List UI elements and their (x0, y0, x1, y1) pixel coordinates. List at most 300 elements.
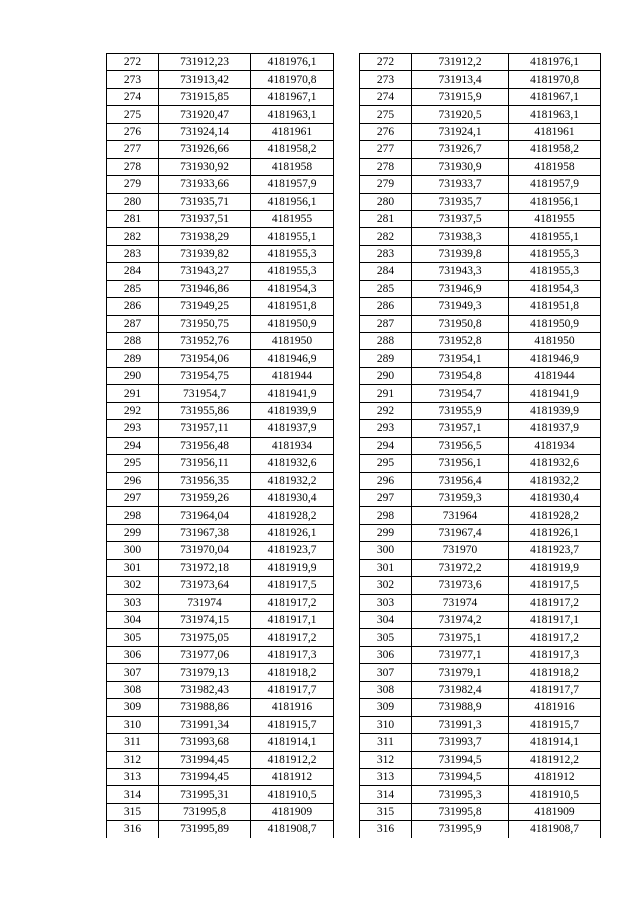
table-row (107, 699, 334, 716)
x-coordinate-cell: 731967,38 (159, 524, 251, 541)
point-number-cell: 275 (360, 106, 412, 123)
x-coordinate-cell: 731974,15 (159, 612, 251, 629)
x-coordinate-cell: 731924,1 (412, 123, 509, 140)
y-coordinate-cell: 4181955,1 (509, 228, 601, 245)
point-number-cell: 296 (360, 472, 412, 489)
y-coordinate-cell: 4181955,3 (251, 245, 334, 262)
point-number-cell: 302 (360, 577, 412, 594)
x-coordinate-cell: 731955,86 (159, 402, 251, 419)
point-number-cell: 312 (360, 751, 412, 768)
y-coordinate-cell: 4181955,3 (509, 245, 601, 262)
y-coordinate-cell: 4181950 (251, 333, 334, 350)
x-coordinate-cell: 731956,48 (159, 437, 251, 454)
point-number-cell: 276 (360, 123, 412, 140)
table-row (107, 559, 334, 576)
x-coordinate-cell: 731943,27 (159, 263, 251, 280)
x-coordinate-cell: 731979,13 (159, 664, 251, 681)
point-number-cell: 315 (360, 803, 412, 820)
point-number-cell: 282 (360, 228, 412, 245)
table-row (360, 193, 601, 210)
table-row (360, 402, 601, 419)
point-number-cell: 275 (107, 106, 159, 123)
point-number-cell: 310 (360, 716, 412, 733)
table-row (360, 437, 601, 454)
x-coordinate-cell: 731995,8 (412, 803, 509, 820)
y-coordinate-cell: 4181958,2 (251, 141, 334, 158)
x-coordinate-cell: 731956,5 (412, 437, 509, 454)
point-number-cell: 283 (360, 245, 412, 262)
point-number-cell: 301 (360, 559, 412, 576)
point-number-cell: 302 (107, 577, 159, 594)
point-number-cell: 278 (107, 158, 159, 175)
y-coordinate-cell: 4181923,7 (509, 542, 601, 559)
table-row (360, 664, 601, 681)
table-row (107, 350, 334, 367)
table-row (360, 350, 601, 367)
table-row (107, 298, 334, 315)
point-number-cell: 285 (107, 280, 159, 297)
point-number-cell: 298 (107, 507, 159, 524)
x-coordinate-cell: 731935,71 (159, 193, 251, 210)
x-coordinate-cell: 731939,8 (412, 245, 509, 262)
x-coordinate-cell: 731977,06 (159, 646, 251, 663)
x-coordinate-cell: 731973,6 (412, 577, 509, 594)
y-coordinate-cell: 4181967,1 (251, 88, 334, 105)
point-number-cell: 280 (107, 193, 159, 210)
y-coordinate-cell: 4181912 (251, 768, 334, 785)
x-coordinate-cell: 731926,7 (412, 141, 509, 158)
y-coordinate-cell: 4181958 (251, 158, 334, 175)
y-coordinate-cell: 4181954,3 (509, 280, 601, 297)
y-coordinate-cell: 4181917,3 (251, 646, 334, 663)
y-coordinate-cell: 4181915,7 (251, 716, 334, 733)
x-coordinate-cell: 731954,06 (159, 350, 251, 367)
x-coordinate-cell: 731991,3 (412, 716, 509, 733)
table-row (360, 420, 601, 437)
x-coordinate-cell: 731915,85 (159, 88, 251, 105)
x-coordinate-cell: 731954,8 (412, 367, 509, 384)
x-coordinate-cell: 731952,8 (412, 333, 509, 350)
point-number-cell: 294 (360, 437, 412, 454)
y-coordinate-cell: 4181915,7 (509, 716, 601, 733)
point-number-cell: 293 (107, 420, 159, 437)
y-coordinate-cell: 4181957,9 (509, 176, 601, 193)
x-coordinate-cell: 731977,1 (412, 646, 509, 663)
table-row (360, 716, 601, 733)
table-row (360, 472, 601, 489)
point-number-cell: 288 (360, 333, 412, 350)
table-row (107, 594, 334, 611)
point-number-cell: 287 (360, 315, 412, 332)
y-coordinate-cell: 4181950,9 (251, 315, 334, 332)
table-row (107, 210, 334, 227)
x-coordinate-cell: 731937,5 (412, 210, 509, 227)
point-number-cell: 309 (107, 699, 159, 716)
point-number-cell: 304 (107, 612, 159, 629)
point-number-cell: 289 (107, 350, 159, 367)
x-coordinate-cell: 731943,3 (412, 263, 509, 280)
y-coordinate-cell: 4181955 (509, 210, 601, 227)
table-row (360, 210, 601, 227)
table-row (107, 751, 334, 768)
x-coordinate-cell: 731913,42 (159, 71, 251, 88)
y-coordinate-cell: 4181955,3 (251, 263, 334, 280)
x-coordinate-cell: 731956,35 (159, 472, 251, 489)
point-number-cell: 296 (107, 472, 159, 489)
x-coordinate-cell: 731939,82 (159, 245, 251, 262)
point-number-cell: 291 (360, 385, 412, 402)
y-coordinate-cell: 4181923,7 (251, 542, 334, 559)
y-coordinate-cell: 4181932,6 (509, 455, 601, 472)
x-coordinate-cell: 731920,47 (159, 106, 251, 123)
x-coordinate-cell: 731993,7 (412, 734, 509, 751)
point-number-cell: 305 (360, 629, 412, 646)
table-row (360, 524, 601, 541)
x-coordinate-cell: 731970,04 (159, 542, 251, 559)
table-row (107, 768, 334, 785)
table-row (107, 472, 334, 489)
point-number-cell: 287 (107, 315, 159, 332)
table-row (107, 385, 334, 402)
x-coordinate-cell: 731972,18 (159, 559, 251, 576)
point-number-cell: 305 (107, 629, 159, 646)
x-coordinate-cell: 731954,7 (412, 385, 509, 402)
point-number-cell: 306 (107, 646, 159, 663)
x-coordinate-cell: 731982,4 (412, 681, 509, 698)
table-row (107, 123, 334, 140)
x-coordinate-cell: 731982,43 (159, 681, 251, 698)
table-row (107, 367, 334, 384)
y-coordinate-cell: 4181951,8 (509, 298, 601, 315)
y-coordinate-cell: 4181961 (509, 123, 601, 140)
table-row (360, 367, 601, 384)
point-number-cell: 306 (360, 646, 412, 663)
point-number-cell: 286 (360, 298, 412, 315)
y-coordinate-cell: 4181910,5 (251, 786, 334, 803)
y-coordinate-cell: 4181932,2 (251, 472, 334, 489)
y-coordinate-cell: 4181956,1 (509, 193, 601, 210)
point-number-cell: 303 (107, 594, 159, 611)
x-coordinate-cell: 731954,1 (412, 350, 509, 367)
y-coordinate-cell: 4181954,3 (251, 280, 334, 297)
table-row (107, 71, 334, 88)
x-coordinate-cell: 731964,04 (159, 507, 251, 524)
table-row (107, 821, 334, 838)
table-row (360, 71, 601, 88)
x-coordinate-cell: 731994,45 (159, 768, 251, 785)
x-coordinate-cell: 731995,9 (412, 821, 509, 838)
x-coordinate-cell: 731974 (412, 594, 509, 611)
x-coordinate-cell: 731938,29 (159, 228, 251, 245)
point-number-cell: 284 (107, 263, 159, 280)
x-coordinate-cell: 731926,66 (159, 141, 251, 158)
x-coordinate-cell: 731973,64 (159, 577, 251, 594)
y-coordinate-cell: 4181917,5 (509, 577, 601, 594)
table-row (360, 158, 601, 175)
table-row (360, 594, 601, 611)
table-row (360, 228, 601, 245)
y-coordinate-cell: 4181917,7 (251, 681, 334, 698)
table-row (360, 141, 601, 158)
y-coordinate-cell: 4181912,2 (509, 751, 601, 768)
point-number-cell: 289 (360, 350, 412, 367)
table-row (107, 263, 334, 280)
table-row (107, 542, 334, 559)
y-coordinate-cell: 4181944 (509, 367, 601, 384)
table-row (360, 245, 601, 262)
x-coordinate-cell: 731930,92 (159, 158, 251, 175)
table-row (107, 280, 334, 297)
point-number-cell: 311 (107, 734, 159, 751)
y-coordinate-cell: 4181970,8 (509, 71, 601, 88)
point-number-cell: 272 (107, 54, 159, 71)
point-number-cell: 273 (360, 71, 412, 88)
table-row (360, 577, 601, 594)
table-row (107, 803, 334, 820)
table-row (360, 507, 601, 524)
y-coordinate-cell: 4181917,1 (509, 612, 601, 629)
point-number-cell: 308 (107, 681, 159, 698)
y-coordinate-cell: 4181917,2 (251, 629, 334, 646)
point-number-cell: 272 (360, 54, 412, 71)
point-number-cell: 277 (107, 141, 159, 158)
y-coordinate-cell: 4181930,4 (509, 489, 601, 506)
x-coordinate-cell: 731964 (412, 507, 509, 524)
table-row (360, 629, 601, 646)
x-coordinate-cell: 731915,9 (412, 88, 509, 105)
y-coordinate-cell: 4181939,9 (509, 402, 601, 419)
y-coordinate-cell: 4181976,1 (509, 54, 601, 71)
table-row (360, 489, 601, 506)
point-number-cell: 279 (360, 176, 412, 193)
point-number-cell: 297 (360, 489, 412, 506)
y-coordinate-cell: 4181939,9 (251, 402, 334, 419)
x-coordinate-cell: 731955,9 (412, 402, 509, 419)
y-coordinate-cell: 4181957,9 (251, 176, 334, 193)
y-coordinate-cell: 4181928,2 (509, 507, 601, 524)
point-number-cell: 278 (360, 158, 412, 175)
point-number-cell: 276 (107, 123, 159, 140)
table-row (107, 489, 334, 506)
table-row (360, 803, 601, 820)
y-coordinate-cell: 4181941,9 (509, 385, 601, 402)
x-coordinate-cell: 731974,2 (412, 612, 509, 629)
table-row (360, 734, 601, 751)
y-coordinate-cell: 4181946,9 (251, 350, 334, 367)
table-row (107, 88, 334, 105)
table-row (107, 437, 334, 454)
point-number-cell: 311 (360, 734, 412, 751)
y-coordinate-cell: 4181967,1 (509, 88, 601, 105)
y-coordinate-cell: 4181917,2 (509, 594, 601, 611)
point-number-cell: 292 (360, 402, 412, 419)
x-coordinate-cell: 731924,14 (159, 123, 251, 140)
x-coordinate-cell: 731949,25 (159, 298, 251, 315)
point-number-cell: 288 (107, 333, 159, 350)
y-coordinate-cell: 4181916 (251, 699, 334, 716)
y-coordinate-cell: 4181955,1 (251, 228, 334, 245)
table-row (107, 402, 334, 419)
table-row (107, 664, 334, 681)
table-row (360, 542, 601, 559)
y-coordinate-cell: 4181932,2 (509, 472, 601, 489)
table-row (360, 263, 601, 280)
point-number-cell: 279 (107, 176, 159, 193)
x-coordinate-cell: 731952,76 (159, 333, 251, 350)
table-row (360, 699, 601, 716)
y-coordinate-cell: 4181944 (251, 367, 334, 384)
table-row (360, 646, 601, 663)
y-coordinate-cell: 4181917,7 (509, 681, 601, 698)
y-coordinate-cell: 4181930,4 (251, 489, 334, 506)
y-coordinate-cell: 4181955,3 (509, 263, 601, 280)
point-number-cell: 299 (107, 524, 159, 541)
point-number-cell: 277 (360, 141, 412, 158)
point-number-cell: 292 (107, 402, 159, 419)
y-coordinate-cell: 4181908,7 (509, 821, 601, 838)
point-number-cell: 295 (107, 455, 159, 472)
table-row (360, 298, 601, 315)
table-row (360, 768, 601, 785)
table-row (360, 681, 601, 698)
x-coordinate-cell: 731946,86 (159, 280, 251, 297)
point-number-cell: 281 (360, 210, 412, 227)
x-coordinate-cell: 731933,66 (159, 176, 251, 193)
table-row (107, 420, 334, 437)
point-number-cell: 314 (107, 786, 159, 803)
table-row (107, 141, 334, 158)
x-coordinate-cell: 731954,7 (159, 385, 251, 402)
point-number-cell: 301 (107, 559, 159, 576)
x-coordinate-cell: 731959,26 (159, 489, 251, 506)
y-coordinate-cell: 4181955 (251, 210, 334, 227)
x-coordinate-cell: 731956,1 (412, 455, 509, 472)
y-coordinate-cell: 4181914,1 (509, 734, 601, 751)
point-number-cell: 313 (107, 768, 159, 785)
point-number-cell: 313 (360, 768, 412, 785)
table-row (107, 193, 334, 210)
y-coordinate-cell: 4181917,5 (251, 577, 334, 594)
table-row (107, 786, 334, 803)
point-number-cell: 274 (360, 88, 412, 105)
table-row (360, 751, 601, 768)
point-number-cell: 304 (360, 612, 412, 629)
y-coordinate-cell: 4181917,1 (251, 612, 334, 629)
y-coordinate-cell: 4181908,7 (251, 821, 334, 838)
y-coordinate-cell: 4181926,1 (509, 524, 601, 541)
x-coordinate-cell: 731950,8 (412, 315, 509, 332)
y-coordinate-cell: 4181941,9 (251, 385, 334, 402)
x-coordinate-cell: 731972,2 (412, 559, 509, 576)
x-coordinate-cell: 731956,11 (159, 455, 251, 472)
y-coordinate-cell: 4181946,9 (509, 350, 601, 367)
y-coordinate-cell: 4181970,8 (251, 71, 334, 88)
x-coordinate-cell: 731913,4 (412, 71, 509, 88)
y-coordinate-cell: 4181912 (509, 768, 601, 785)
point-number-cell: 294 (107, 437, 159, 454)
table-row (107, 333, 334, 350)
x-coordinate-cell: 731988,9 (412, 699, 509, 716)
table-row (107, 612, 334, 629)
x-coordinate-cell: 731949,3 (412, 298, 509, 315)
point-number-cell: 308 (360, 681, 412, 698)
table-row (360, 559, 601, 576)
table-row (360, 455, 601, 472)
table-row (107, 507, 334, 524)
point-number-cell: 273 (107, 71, 159, 88)
point-number-cell: 290 (360, 367, 412, 384)
table-row (107, 577, 334, 594)
x-coordinate-cell: 731959,3 (412, 489, 509, 506)
y-coordinate-cell: 4181917,2 (509, 629, 601, 646)
x-coordinate-cell: 731912,2 (412, 54, 509, 71)
table-row (360, 54, 601, 71)
x-coordinate-cell: 731993,68 (159, 734, 251, 751)
x-coordinate-cell: 731930,9 (412, 158, 509, 175)
table-row (107, 106, 334, 123)
x-coordinate-cell: 731979,1 (412, 664, 509, 681)
x-coordinate-cell: 731957,1 (412, 420, 509, 437)
y-coordinate-cell: 4181950 (509, 333, 601, 350)
table-row (360, 786, 601, 803)
x-coordinate-cell: 731946,9 (412, 280, 509, 297)
x-coordinate-cell: 731995,31 (159, 786, 251, 803)
point-number-cell: 280 (360, 193, 412, 210)
x-coordinate-cell: 731935,7 (412, 193, 509, 210)
point-number-cell: 291 (107, 385, 159, 402)
point-number-cell: 281 (107, 210, 159, 227)
x-coordinate-cell: 731956,4 (412, 472, 509, 489)
y-coordinate-cell: 4181963,1 (251, 106, 334, 123)
y-coordinate-cell: 4181918,2 (251, 664, 334, 681)
x-coordinate-cell: 731954,75 (159, 367, 251, 384)
point-number-cell: 314 (360, 786, 412, 803)
x-coordinate-cell: 731994,5 (412, 751, 509, 768)
y-coordinate-cell: 4181956,1 (251, 193, 334, 210)
x-coordinate-cell: 731974 (159, 594, 251, 611)
table-row (107, 158, 334, 175)
point-number-cell: 286 (107, 298, 159, 315)
point-number-cell: 297 (107, 489, 159, 506)
point-number-cell: 282 (107, 228, 159, 245)
coordinates-table-left (106, 53, 334, 838)
point-number-cell: 299 (360, 524, 412, 541)
table-row (107, 629, 334, 646)
table-row (360, 123, 601, 140)
x-coordinate-cell: 731912,23 (159, 54, 251, 71)
y-coordinate-cell: 4181917,2 (251, 594, 334, 611)
point-number-cell: 309 (360, 699, 412, 716)
point-number-cell: 312 (107, 751, 159, 768)
y-coordinate-cell: 4181909 (251, 803, 334, 820)
y-coordinate-cell: 4181951,8 (251, 298, 334, 315)
point-number-cell: 303 (360, 594, 412, 611)
x-coordinate-cell: 731970 (412, 542, 509, 559)
table-row (107, 734, 334, 751)
table-row (107, 315, 334, 332)
x-coordinate-cell: 731991,34 (159, 716, 251, 733)
coordinates-table-right (359, 53, 601, 838)
point-number-cell: 284 (360, 263, 412, 280)
table-row (360, 88, 601, 105)
y-coordinate-cell: 4181916 (509, 699, 601, 716)
table-row (107, 54, 334, 71)
point-number-cell: 274 (107, 88, 159, 105)
table-row (107, 646, 334, 663)
point-number-cell: 300 (360, 542, 412, 559)
x-coordinate-cell: 731995,8 (159, 803, 251, 820)
point-number-cell: 315 (107, 803, 159, 820)
